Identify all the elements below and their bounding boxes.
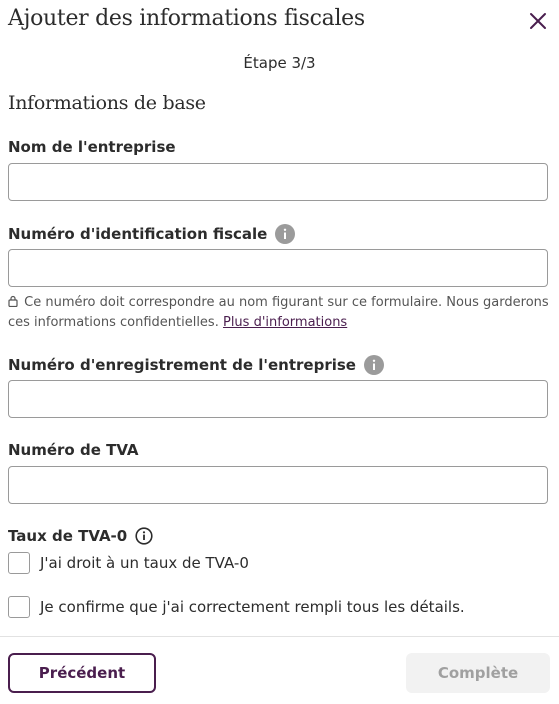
confirm-checkbox-label: Je confirme que j'ai correctement rempli tous les détails. <box>40 598 465 616</box>
info-outline-icon <box>135 527 153 545</box>
tax-id-input[interactable] <box>8 249 548 287</box>
vat-zero-label <box>8 527 153 545</box>
more-info-link[interactable]: Plus d'informations <box>222 315 348 330</box>
section-title: Informations de base <box>8 92 206 114</box>
confirm-checkbox[interactable] <box>8 596 30 618</box>
info-icon <box>275 224 295 244</box>
vat-zero-checkbox-row[interactable] <box>8 552 249 574</box>
vat-zero-checkbox[interactable] <box>8 552 30 574</box>
registration-info-button[interactable] <box>364 355 384 375</box>
dialog-header <box>0 0 559 44</box>
footer-divider <box>0 636 559 637</box>
vat-zero-label-text: Taux de TVA-0 <box>8 527 128 545</box>
registration-number-label <box>8 355 384 375</box>
dialog-title: Ajouter des informations fiscales <box>8 6 365 31</box>
tax-id-info-button[interactable] <box>275 224 295 244</box>
info-icon <box>364 355 384 375</box>
confirm-checkbox-row[interactable] <box>8 596 465 618</box>
tax-id-label <box>8 224 295 244</box>
company-name-label <box>8 138 176 156</box>
vat-zero-checkbox-label: J'ai droit à un taux de TVA-0 <box>40 554 249 572</box>
previous-button[interactable]: Précédent <box>8 653 156 693</box>
tax-id-label-text: Numéro d'identification fiscale <box>8 225 268 243</box>
registration-number-input[interactable] <box>8 380 548 418</box>
step-indicator: Étape 3/3 <box>243 54 316 72</box>
vat-number-input[interactable] <box>8 466 548 504</box>
close-icon <box>526 9 550 33</box>
vat-zero-info-button[interactable] <box>135 527 153 545</box>
company-name-input[interactable] <box>8 163 548 201</box>
vat-number-label-text: Numéro de TVA <box>8 441 139 459</box>
hint-text: Ce numéro doit correspondre au nom figurant sur ce formulaire. Nous garderons ces informations confidentielles. <box>8 295 549 330</box>
lock-icon <box>8 295 18 307</box>
close-button[interactable] <box>526 9 550 33</box>
complete-button[interactable]: Complète <box>406 653 550 693</box>
vat-number-label <box>8 441 139 459</box>
registration-number-label-text: Numéro d'enregistrement de l'entreprise <box>8 356 356 374</box>
company-name-label-text: Nom de l'entreprise <box>8 138 176 156</box>
tax-id-hint <box>8 293 553 333</box>
